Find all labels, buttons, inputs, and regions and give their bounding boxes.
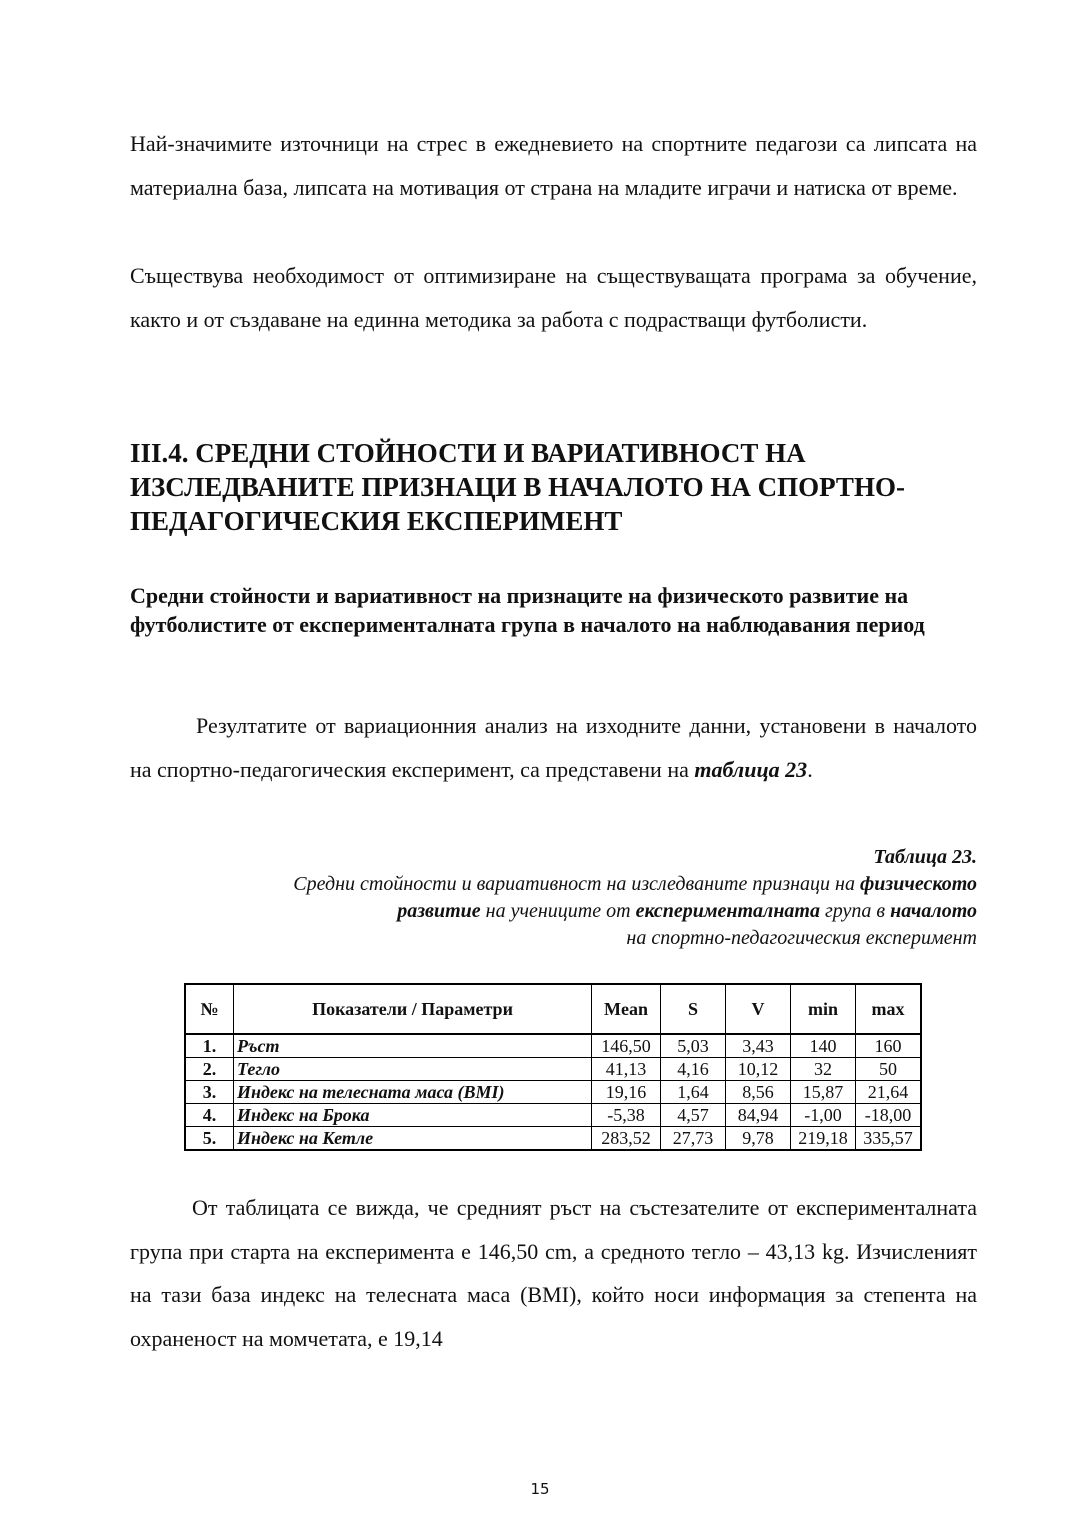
row-v: 3,43	[726, 1034, 791, 1058]
row-max: 50	[856, 1058, 922, 1081]
row-s: 4,57	[661, 1104, 726, 1127]
row-number: 5.	[185, 1127, 234, 1151]
row-mean: 146,50	[592, 1034, 661, 1058]
row-v: 10,12	[726, 1058, 791, 1081]
paragraph-intro	[130, 704, 977, 791]
table-caption	[130, 844, 977, 952]
caption-emphasis: експерименталната	[635, 900, 820, 922]
table-caption-line-1	[130, 871, 977, 898]
row-number: 4.	[185, 1104, 234, 1127]
row-parameter: Индекс на Кетле	[234, 1127, 592, 1151]
row-s: 27,73	[661, 1127, 726, 1151]
row-mean: 41,13	[592, 1058, 661, 1081]
caption-text: Средни стойности и вариативност на изследваните признаци на	[293, 873, 860, 895]
row-s: 4,16	[661, 1058, 726, 1081]
table-caption-title: Таблица 23.	[873, 846, 977, 868]
subsection-heading: Средни стойности и вариативност на признаците на физическото развитие на футболистите от експерименталната група в началото на наблюдавания период	[130, 583, 925, 637]
row-s: 1,64	[661, 1081, 726, 1104]
row-mean: 283,52	[592, 1127, 661, 1151]
header-max: max	[856, 984, 922, 1034]
row-min: 32	[791, 1058, 856, 1081]
caption-emphasis: физическото	[859, 873, 977, 895]
row-parameter: Тегло	[234, 1058, 592, 1081]
table-header-row	[185, 984, 921, 1034]
table-reference: таблица 23	[694, 756, 808, 782]
row-parameter: Индекс на телесната маса (BMI)	[234, 1081, 592, 1104]
row-max: 21,64	[856, 1081, 922, 1104]
row-max: -18,00	[856, 1104, 922, 1127]
row-min: 140	[791, 1034, 856, 1058]
row-parameter: Индекс на Брока	[234, 1104, 592, 1127]
row-min: 219,18	[791, 1127, 856, 1151]
table-row	[185, 1104, 921, 1127]
header-num: №	[185, 984, 234, 1034]
row-v: 84,94	[726, 1104, 791, 1127]
row-number: 3.	[185, 1081, 234, 1104]
table-row	[185, 1127, 921, 1151]
table-row	[185, 1081, 921, 1104]
row-v: 9,78	[726, 1127, 791, 1151]
header-name: Показатели / Параметри	[234, 984, 592, 1034]
row-v: 8,56	[726, 1081, 791, 1104]
table-row	[185, 1058, 921, 1081]
table-caption-line-2	[130, 898, 977, 925]
paragraph-stress-sources: Най-значимите източници на стрес в ежедневието на спортните педагози са липсата на материална база, липсата на мотивация от страна на младите играчи и натиска от време.	[130, 131, 977, 200]
row-min: 15,87	[791, 1081, 856, 1104]
table-row	[185, 1034, 921, 1058]
caption-emphasis: развитие	[397, 900, 481, 922]
section-heading: III.4. СРЕДНИ СТОЙНОСТИ И ВАРИАТИВНОСТ НА ИЗСЛЕДВАНИТЕ ПРИЗНАЦИ В НАЧАЛОТО НА СПОРТНО-ПЕДАГОГИЧЕСКИЯ ЕКСПЕРИМЕНТ	[130, 438, 905, 536]
header-min: min	[791, 984, 856, 1034]
row-s: 5,03	[661, 1034, 726, 1058]
header-mean: Mean	[592, 984, 661, 1034]
row-max: 160	[856, 1034, 922, 1058]
page-number: 15	[530, 1480, 550, 1498]
paragraph-optimization-need: Съществува необходимост от оптимизиране на съществуващата програма за обучение, както и от създаване на единна методика за работа с подрастващи футболисти.	[130, 263, 977, 332]
header-v: V	[726, 984, 791, 1034]
results-table	[184, 983, 922, 1151]
row-min: -1,00	[791, 1104, 856, 1127]
row-parameter: Ръст	[234, 1034, 592, 1058]
paragraph-conclusion: От таблицата се вижда, че средният ръст на състезателите от експерименталната група при старта на експеримента е 146,50 cm, а средното тегло – 43,13 kg. Изчисленият на тази база индекс на телесната маса (BMI), който носи информация за степента на охраненост на момчетата, е 19,14	[130, 1195, 977, 1351]
intro-text: Резултатите от вариационния анализ на изходните данни, установени в началото на спортно-педагогическия експеримент, са представени на	[130, 713, 977, 782]
header-s: S	[661, 984, 726, 1034]
caption-text: група в	[819, 900, 891, 922]
row-number: 2.	[185, 1058, 234, 1081]
caption-emphasis: началото	[890, 900, 977, 922]
intro-text-end: .	[807, 756, 813, 782]
row-mean: 19,16	[592, 1081, 661, 1104]
table-caption-line-3: на спортно-педагогическия експеримент	[626, 927, 977, 949]
row-number: 1.	[185, 1034, 234, 1058]
row-max: 335,57	[856, 1127, 922, 1151]
row-mean: -5,38	[592, 1104, 661, 1127]
caption-text: на учениците от	[480, 900, 636, 922]
